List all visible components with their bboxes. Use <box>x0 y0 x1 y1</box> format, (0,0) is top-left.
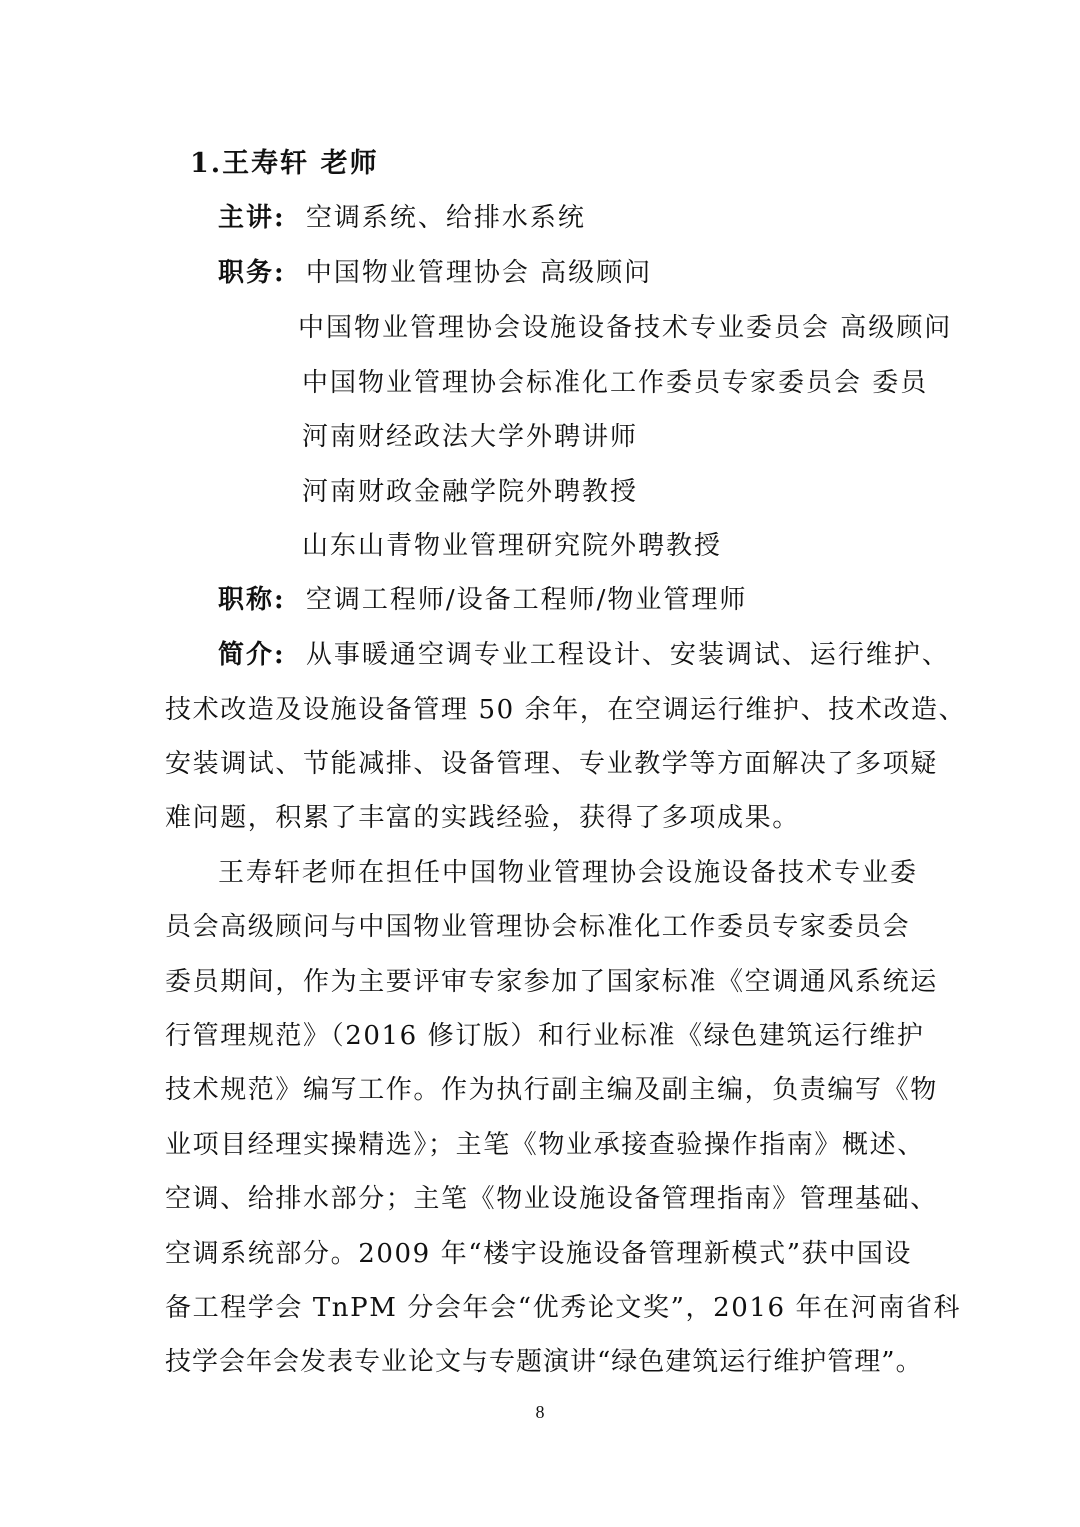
paragraph-line: 空调、给排水部分；主笔《物业设施设备管理指南》管理基础、 <box>165 1184 938 1214</box>
position-item: 中国物业管理协会 高级顾问 <box>305 258 653 288</box>
intro-first-line: 从事暖通空调专业工程设计、安装调试、运行维护、 <box>305 640 950 670</box>
intro-line: 安装调试、节能减排、设备管理、专业教学等方面解决了多项疑 <box>165 749 938 779</box>
paragraph-line: 空调系统部分。2009 年“楼宇设施设备管理新模式”获中国设 <box>165 1239 913 1269</box>
titles-row <box>218 582 747 618</box>
paragraph-line: 业项目经理实操精选》；主笔《物业承接查验操作指南》概述、 <box>165 1130 925 1160</box>
intro-label: 简介: <box>218 640 286 670</box>
lecturer-heading: 1.王寿轩 老师 <box>190 148 379 179</box>
titles-label: 职称: <box>218 585 286 615</box>
intro-line: 难问题，积累了丰富的实践经验，获得了多项成果。 <box>165 803 800 833</box>
position-item: 山东山青物业管理研究院外聘教授 <box>302 531 723 561</box>
position-item: 中国物业管理协会设施设备技术专业委员会 高级顾问 <box>298 313 953 343</box>
paragraph-line: 王寿轩老师在担任中国物业管理协会设施设备技术专业委 <box>218 858 919 888</box>
paragraph-line: 委员期间，作为主要评审专家参加了国家标准《空调通风系统运 <box>165 967 938 997</box>
paragraph-line: 行管理规范》（2016 修订版）和行业标准《绿色建筑运行维护 <box>165 1021 925 1051</box>
position-item: 河南财经政法大学外聘讲师 <box>302 422 639 452</box>
intro-line: 技术改造及设施设备管理 50 余年，在空调运行维护、技术改造、 <box>165 695 967 725</box>
lecture-label: 主讲: <box>218 203 286 233</box>
page-number: 8 <box>535 1402 545 1422</box>
titles-value: 空调工程师/设备工程师/物业管理师 <box>305 585 748 615</box>
paragraph-line: 员会高级顾问与中国物业管理协会标准化工作委员专家委员会 <box>165 912 911 942</box>
lecture-row <box>218 200 586 236</box>
positions-label: 职务: <box>218 258 286 288</box>
paragraph-line: 备工程学会 TnPM 分会年会“优秀论文奖”，2016 年在河南省科 <box>165 1293 962 1323</box>
paragraph-line: 技学会年会发表专业论文与专题演讲“绿色建筑运行维护管理”。 <box>165 1347 923 1377</box>
position-item: 河南财政金融学院外聘教授 <box>302 477 639 507</box>
positions-row <box>218 255 652 291</box>
position-item: 中国物业管理协会标准化工作委员专家委员会 委员 <box>302 368 929 398</box>
lecture-value: 空调系统、给排水系统 <box>305 203 586 233</box>
intro-row <box>218 637 950 673</box>
paragraph-line: 技术规范》编写工作。作为执行副主编及副主编，负责编写《物 <box>165 1075 938 1105</box>
